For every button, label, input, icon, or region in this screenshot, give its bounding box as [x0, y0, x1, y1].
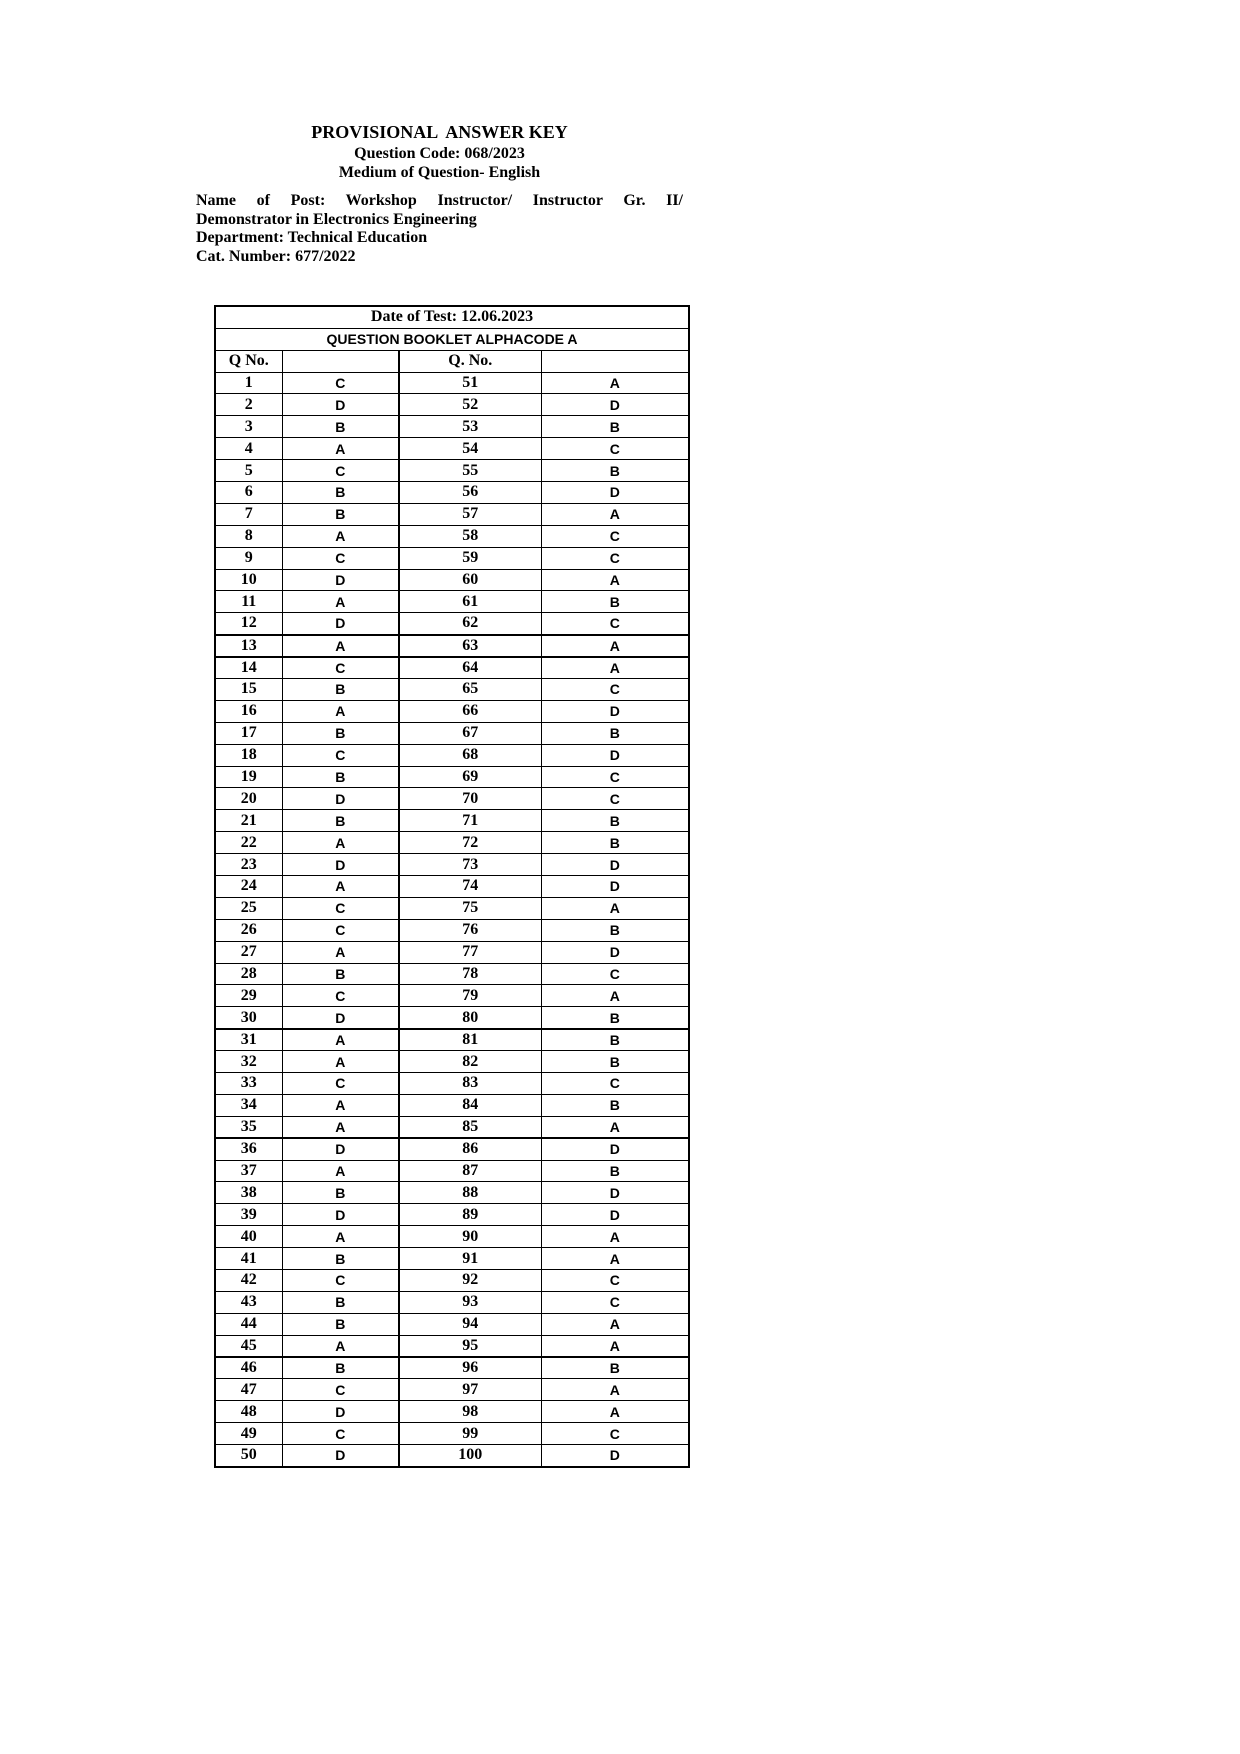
answer-cell: C — [282, 919, 399, 941]
answer-cell: B — [541, 460, 689, 482]
answer-cell: D — [541, 875, 689, 897]
table-row — [215, 1029, 689, 1051]
table-row — [215, 1094, 689, 1116]
answer-cell: A — [282, 700, 399, 722]
answer-cell: D — [282, 788, 399, 810]
question-number-cell: 94 — [399, 1313, 541, 1335]
question-number-cell: 56 — [399, 481, 541, 503]
table-row — [215, 1357, 689, 1379]
question-number-cell: 1 — [215, 372, 282, 394]
answer-cell: B — [541, 591, 689, 613]
answer-cell: C — [282, 1073, 399, 1095]
question-number-cell: 82 — [399, 1051, 541, 1073]
answer-cell: B — [541, 1029, 689, 1051]
answer-cell: D — [282, 569, 399, 591]
question-number-cell: 89 — [399, 1204, 541, 1226]
table-row — [215, 635, 689, 657]
answer-cell: D — [541, 744, 689, 766]
answer-cell: C — [282, 657, 399, 679]
table-row — [215, 1291, 689, 1313]
question-number-cell: 62 — [399, 613, 541, 635]
question-code-line: Question Code: 068/2023 — [354, 145, 525, 162]
question-number-cell: 19 — [215, 766, 282, 788]
answer-cell: C — [282, 1270, 399, 1292]
table-row — [215, 1007, 689, 1029]
question-number-cell: 61 — [399, 591, 541, 613]
table-row — [215, 657, 689, 679]
answer-header-left — [282, 350, 399, 372]
question-number-cell: 36 — [215, 1138, 282, 1160]
answer-cell: A — [541, 657, 689, 679]
answer-cell: A — [541, 1335, 689, 1357]
question-number-cell: 85 — [399, 1116, 541, 1138]
table-row — [215, 1160, 689, 1182]
question-number-cell: 7 — [215, 503, 282, 525]
answer-cell: B — [541, 416, 689, 438]
question-number-cell: 54 — [399, 438, 541, 460]
answer-cell: A — [541, 1248, 689, 1270]
answer-cell: B — [282, 722, 399, 744]
question-number-cell: 27 — [215, 941, 282, 963]
answer-cell: A — [541, 569, 689, 591]
table-row — [215, 810, 689, 832]
answer-cell: D — [541, 1138, 689, 1160]
question-number-cell: 10 — [215, 569, 282, 591]
answer-cell: B — [282, 481, 399, 503]
answer-cell: B — [282, 1291, 399, 1313]
question-number-cell: 68 — [399, 744, 541, 766]
question-number-cell: 80 — [399, 1007, 541, 1029]
answer-cell: A — [541, 897, 689, 919]
answer-cell: C — [282, 1423, 399, 1445]
answer-cell: B — [282, 416, 399, 438]
question-number-cell: 21 — [215, 810, 282, 832]
table-row — [215, 678, 689, 700]
question-number-cell: 84 — [399, 1094, 541, 1116]
cat-number-line: Cat. Number: 677/2022 — [196, 247, 356, 265]
answer-cell: B — [282, 1313, 399, 1335]
answer-cell: B — [541, 832, 689, 854]
table-row — [215, 1335, 689, 1357]
answer-cell: D — [282, 1204, 399, 1226]
question-number-cell: 57 — [399, 503, 541, 525]
answer-cell: C — [541, 525, 689, 547]
question-number-cell: 28 — [215, 963, 282, 985]
table-row — [215, 1204, 689, 1226]
answer-cell: B — [282, 1248, 399, 1270]
question-number-cell: 24 — [215, 875, 282, 897]
question-number-cell: 37 — [215, 1160, 282, 1182]
question-number-cell: 47 — [215, 1379, 282, 1401]
answer-cell: B — [541, 919, 689, 941]
question-number-cell: 4 — [215, 438, 282, 460]
table-row — [215, 1226, 689, 1248]
question-number-cell: 34 — [215, 1094, 282, 1116]
question-number-cell: 65 — [399, 678, 541, 700]
answer-cell: A — [282, 832, 399, 854]
answer-cell: A — [541, 635, 689, 657]
answer-cell: D — [541, 941, 689, 963]
answer-key-table — [214, 305, 690, 1468]
table-row — [215, 1423, 689, 1445]
question-number-cell: 72 — [399, 832, 541, 854]
table-row — [215, 613, 689, 635]
table-row — [215, 438, 689, 460]
answer-cell: D — [282, 1401, 399, 1423]
answer-cell: B — [541, 722, 689, 744]
table-row — [215, 1138, 689, 1160]
question-number-cell: 8 — [215, 525, 282, 547]
table-row — [215, 1051, 689, 1073]
question-number-cell: 67 — [399, 722, 541, 744]
date-of-test-row — [215, 306, 689, 328]
question-number-cell: 71 — [399, 810, 541, 832]
table-row — [215, 591, 689, 613]
answer-cell: C — [541, 963, 689, 985]
table-row — [215, 985, 689, 1007]
answer-cell: A — [282, 1029, 399, 1051]
answer-cell: D — [541, 481, 689, 503]
table-row — [215, 416, 689, 438]
question-number-cell: 35 — [215, 1116, 282, 1138]
answer-cell: C — [541, 1270, 689, 1292]
answer-cell: C — [541, 1291, 689, 1313]
date-of-test-cell: Date of Test: 12.06.2023 — [215, 306, 689, 328]
question-number-cell: 92 — [399, 1270, 541, 1292]
table-row — [215, 503, 689, 525]
question-number-cell: 48 — [215, 1401, 282, 1423]
answer-cell: A — [541, 1379, 689, 1401]
question-number-cell: 30 — [215, 1007, 282, 1029]
table-row — [215, 1182, 689, 1204]
answer-cell: C — [541, 547, 689, 569]
question-number-cell: 70 — [399, 788, 541, 810]
answer-cell: C — [541, 766, 689, 788]
answer-cell: C — [541, 613, 689, 635]
answer-cell: B — [541, 1007, 689, 1029]
question-number-cell: 91 — [399, 1248, 541, 1270]
question-number-cell: 12 — [215, 613, 282, 635]
answer-cell: A — [541, 985, 689, 1007]
table-row — [215, 525, 689, 547]
answer-cell: B — [282, 1182, 399, 1204]
question-number-cell: 33 — [215, 1073, 282, 1095]
table-row — [215, 897, 689, 919]
answer-cell: B — [282, 766, 399, 788]
answer-cell: D — [282, 613, 399, 635]
question-number-cell: 20 — [215, 788, 282, 810]
post-details-block — [196, 192, 683, 266]
answer-cell: B — [541, 1051, 689, 1073]
answer-cell: C — [541, 1423, 689, 1445]
table-row — [215, 1073, 689, 1095]
question-number-cell: 40 — [215, 1226, 282, 1248]
answer-cell: C — [282, 985, 399, 1007]
question-number-cell: 26 — [215, 919, 282, 941]
table-row — [215, 1116, 689, 1138]
answer-cell: C — [282, 1379, 399, 1401]
question-number-cell: 29 — [215, 985, 282, 1007]
question-number-cell: 69 — [399, 766, 541, 788]
table-row — [215, 963, 689, 985]
question-number-cell: 42 — [215, 1270, 282, 1292]
answer-cell: D — [282, 1007, 399, 1029]
answer-cell: B — [282, 1357, 399, 1379]
question-number-cell: 95 — [399, 1335, 541, 1357]
table-row — [215, 788, 689, 810]
medium-line: Medium of Question- English — [338, 164, 541, 181]
question-number-cell: 59 — [399, 547, 541, 569]
question-number-cell: 23 — [215, 854, 282, 876]
question-number-cell: 99 — [399, 1423, 541, 1445]
answer-cell: A — [282, 591, 399, 613]
answer-cell: D — [282, 854, 399, 876]
answer-cell: D — [541, 700, 689, 722]
answer-cell: A — [282, 525, 399, 547]
answer-cell: B — [282, 678, 399, 700]
table-row — [215, 832, 689, 854]
answer-cell: A — [541, 372, 689, 394]
q-no-header-left: Q No. — [215, 350, 282, 372]
question-number-cell: 13 — [215, 635, 282, 657]
question-number-cell: 77 — [399, 941, 541, 963]
answer-cell: A — [282, 1160, 399, 1182]
question-number-cell: 90 — [399, 1226, 541, 1248]
question-number-cell: 66 — [399, 700, 541, 722]
question-number-cell: 63 — [399, 635, 541, 657]
question-number-cell: 9 — [215, 547, 282, 569]
question-number-cell: 17 — [215, 722, 282, 744]
answer-cell: B — [541, 1357, 689, 1379]
question-number-cell: 41 — [215, 1248, 282, 1270]
answer-cell: A — [541, 503, 689, 525]
question-number-cell: 74 — [399, 875, 541, 897]
answer-cell: A — [282, 1335, 399, 1357]
answer-cell: C — [541, 678, 689, 700]
answer-cell: C — [282, 547, 399, 569]
question-number-cell: 86 — [399, 1138, 541, 1160]
table-row — [215, 854, 689, 876]
question-number-cell: 60 — [399, 569, 541, 591]
question-number-cell: 97 — [399, 1379, 541, 1401]
question-number-cell: 51 — [399, 372, 541, 394]
question-number-cell: 76 — [399, 919, 541, 941]
question-number-cell: 6 — [215, 481, 282, 503]
table-row — [215, 1270, 689, 1292]
answer-cell: D — [282, 1138, 399, 1160]
question-number-cell: 16 — [215, 700, 282, 722]
question-number-cell: 81 — [399, 1029, 541, 1051]
answer-cell: C — [541, 788, 689, 810]
booklet-alphacode-row — [215, 328, 689, 350]
question-number-cell: 45 — [215, 1335, 282, 1357]
answer-cell: C — [282, 744, 399, 766]
table-row — [215, 1313, 689, 1335]
question-number-cell: 58 — [399, 525, 541, 547]
question-number-cell: 46 — [215, 1357, 282, 1379]
answer-header-right — [541, 350, 689, 372]
question-number-cell: 93 — [399, 1291, 541, 1313]
question-number-cell: 2 — [215, 394, 282, 416]
answer-cell: B — [541, 1094, 689, 1116]
question-number-cell: 88 — [399, 1182, 541, 1204]
table-row — [215, 1379, 689, 1401]
table-row — [215, 547, 689, 569]
question-number-cell: 79 — [399, 985, 541, 1007]
table-row — [215, 875, 689, 897]
question-number-cell: 73 — [399, 854, 541, 876]
answer-cell: C — [541, 1073, 689, 1095]
question-number-cell: 55 — [399, 460, 541, 482]
question-number-cell: 98 — [399, 1401, 541, 1423]
table-row — [215, 941, 689, 963]
question-number-cell: 83 — [399, 1073, 541, 1095]
table-row — [215, 569, 689, 591]
question-number-cell: 22 — [215, 832, 282, 854]
question-number-cell: 15 — [215, 678, 282, 700]
answer-cell: B — [282, 810, 399, 832]
question-number-cell: 96 — [399, 1357, 541, 1379]
answer-cell: D — [282, 1445, 399, 1467]
table-row — [215, 722, 689, 744]
column-header-row — [215, 350, 689, 372]
answer-cell: D — [541, 1445, 689, 1467]
answer-cell: A — [282, 941, 399, 963]
question-number-cell: 53 — [399, 416, 541, 438]
answer-cell: C — [282, 460, 399, 482]
table-row — [215, 700, 689, 722]
question-number-cell: 14 — [215, 657, 282, 679]
table-row — [215, 919, 689, 941]
answer-cell: A — [282, 635, 399, 657]
question-number-cell: 78 — [399, 963, 541, 985]
answer-cell: B — [282, 503, 399, 525]
answer-cell: D — [282, 394, 399, 416]
question-number-cell: 50 — [215, 1445, 282, 1467]
question-number-cell: 25 — [215, 897, 282, 919]
question-number-cell: 44 — [215, 1313, 282, 1335]
answer-cell: D — [541, 854, 689, 876]
answer-cell: A — [282, 1094, 399, 1116]
question-number-cell: 31 — [215, 1029, 282, 1051]
answer-cell: A — [541, 1401, 689, 1423]
question-number-cell: 87 — [399, 1160, 541, 1182]
department-line: Department: Technical Education — [196, 229, 428, 246]
name-of-post-line-1: Name of Post: Workshop Instructor/ Instructor Gr. II/ — [196, 192, 683, 209]
question-number-cell: 11 — [215, 591, 282, 613]
table-row — [215, 1401, 689, 1423]
question-number-cell: 75 — [399, 897, 541, 919]
booklet-alphacode-cell: QUESTION BOOKLET ALPHACODE A — [215, 328, 689, 350]
answer-rows — [215, 372, 689, 1467]
answer-cell: A — [282, 1226, 399, 1248]
question-number-cell: 3 — [215, 416, 282, 438]
answer-cell: C — [282, 897, 399, 919]
answer-cell: B — [541, 810, 689, 832]
answer-cell: D — [541, 1204, 689, 1226]
table-row — [215, 394, 689, 416]
table-row — [215, 1248, 689, 1270]
question-number-cell: 39 — [215, 1204, 282, 1226]
question-number-cell: 5 — [215, 460, 282, 482]
answer-cell: A — [282, 1116, 399, 1138]
answer-cell: C — [541, 438, 689, 460]
answer-cell: A — [541, 1226, 689, 1248]
table-row — [215, 1445, 689, 1467]
answer-cell: A — [282, 1051, 399, 1073]
answer-cell: A — [541, 1313, 689, 1335]
answer-cell: A — [541, 1116, 689, 1138]
question-number-cell: 64 — [399, 657, 541, 679]
answer-cell: B — [282, 963, 399, 985]
table-row — [215, 766, 689, 788]
question-number-cell: 18 — [215, 744, 282, 766]
name-of-post-line-2: Demonstrator in Electronics Engineering — [196, 210, 477, 228]
question-number-cell: 43 — [215, 1291, 282, 1313]
question-number-cell: 100 — [399, 1445, 541, 1467]
question-number-cell: 32 — [215, 1051, 282, 1073]
table-row — [215, 481, 689, 503]
answer-cell: D — [541, 394, 689, 416]
question-number-cell: 38 — [215, 1182, 282, 1204]
q-no-header-right: Q. No. — [399, 350, 541, 372]
table-row — [215, 372, 689, 394]
answer-cell: B — [541, 1160, 689, 1182]
answer-cell: A — [282, 875, 399, 897]
question-number-cell: 49 — [215, 1423, 282, 1445]
document-header — [196, 121, 683, 182]
answer-cell: C — [282, 372, 399, 394]
question-number-cell: 52 — [399, 394, 541, 416]
answer-cell: A — [282, 438, 399, 460]
page-title: PROVISIONAL ANSWER KEY — [311, 122, 568, 142]
table-row — [215, 460, 689, 482]
table-row — [215, 744, 689, 766]
answer-cell: D — [541, 1182, 689, 1204]
